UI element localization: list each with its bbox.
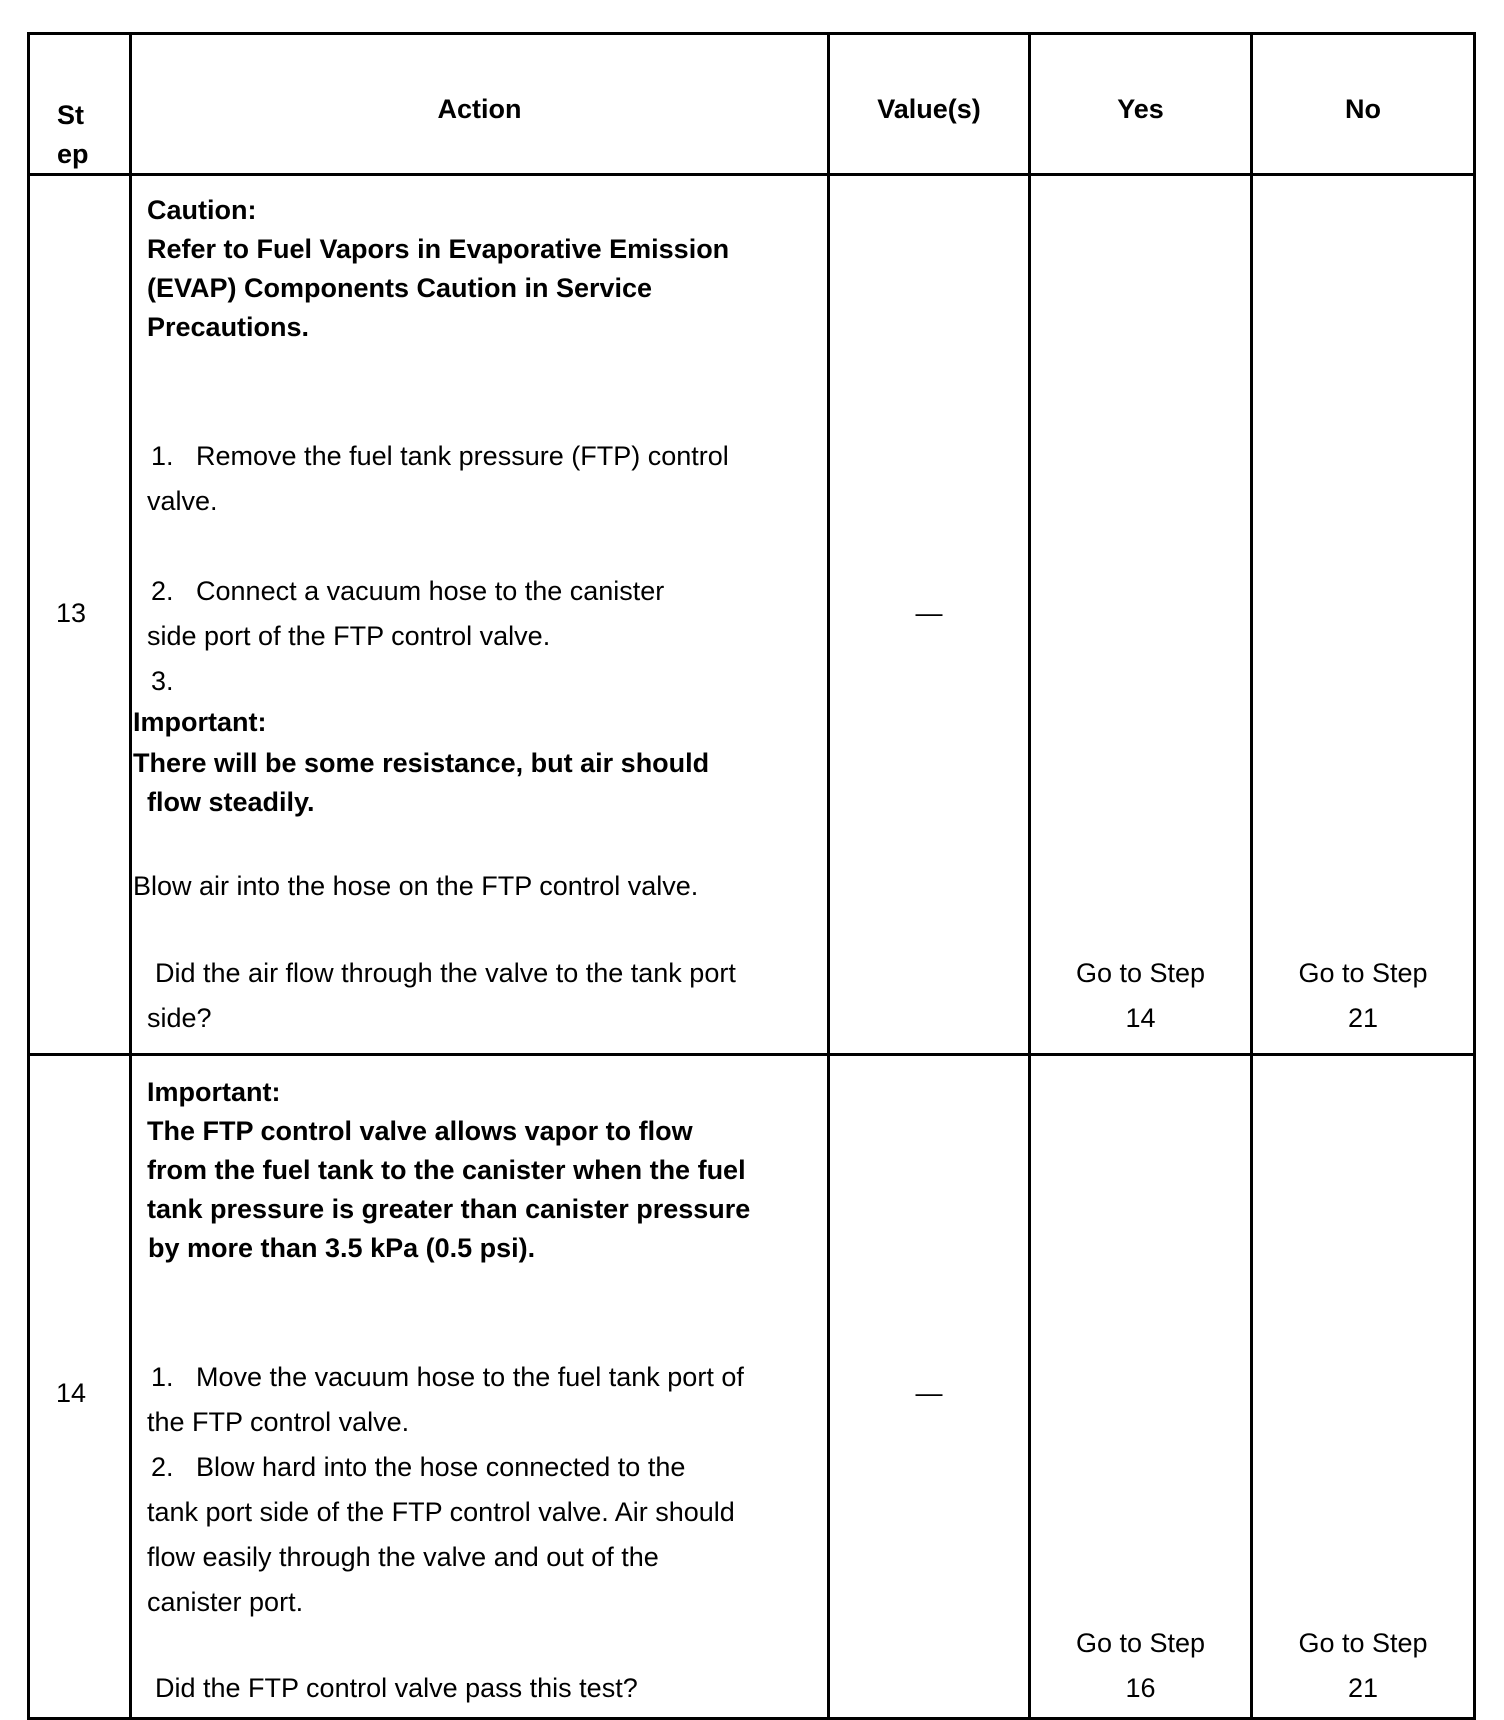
header-step-line2: ep	[57, 139, 89, 169]
col-divider-step	[129, 32, 132, 1720]
yes-step-number: 14	[1125, 1003, 1156, 1033]
important-label: Important:	[147, 1077, 281, 1107]
step-item-3: 3.	[151, 666, 174, 696]
header-step-line1: St	[57, 100, 84, 130]
value-cell: —	[915, 1378, 943, 1408]
col-divider-values	[1028, 32, 1031, 1720]
step-number: 14	[56, 1378, 87, 1408]
step-item-2: 2. Connect a vacuum hose to the canister	[151, 576, 665, 606]
yes-go-to-label: Go to Step	[1075, 958, 1206, 988]
instruction-text: Blow air into the hose on the FTP control valve.	[133, 871, 699, 901]
table-border-top	[27, 32, 1476, 35]
step-item-2-cont: side port of the FTP control valve.	[147, 621, 551, 651]
header-divider	[27, 173, 1476, 176]
step-item-2-cont: tank port side of the FTP control valve. Air should	[147, 1497, 735, 1527]
step-item-2-cont: canister port.	[147, 1587, 304, 1617]
caution-text-line: Precautions.	[147, 312, 310, 342]
step-item-2: 2. Blow hard into the hose connected to the	[151, 1452, 686, 1482]
step-number: 13	[56, 598, 87, 628]
caution-label: Caution:	[147, 195, 257, 225]
question-text: Did the FTP control valve pass this test?	[155, 1673, 638, 1703]
col-divider-yes	[1250, 32, 1253, 1720]
important-text-line: There will be some resistance, but air should	[133, 748, 710, 778]
step-item-1: 1. Remove the fuel tank pressure (FTP) control	[151, 441, 729, 471]
value-cell: —	[915, 598, 943, 628]
caution-text-line: (EVAP) Components Caution in Service	[147, 273, 653, 303]
header-action: Action	[437, 94, 522, 124]
row-divider	[27, 1053, 1476, 1056]
col-divider-action	[827, 32, 830, 1720]
no-step-number: 21	[1347, 1673, 1379, 1703]
step-item-1-cont: valve.	[147, 486, 218, 516]
no-go-to-label: Go to Step	[1298, 1628, 1428, 1658]
important-text-line: tank pressure is greater than canister pressure	[147, 1194, 751, 1224]
table-border-left	[27, 32, 30, 1720]
header-yes: Yes	[1117, 94, 1164, 124]
yes-go-to-label: Go to Step	[1075, 1628, 1206, 1658]
yes-step-number: 16	[1125, 1673, 1156, 1703]
step-item-1: 1. Move the vacuum hose to the fuel tank port of	[151, 1362, 744, 1392]
header-step	[57, 96, 89, 174]
caution-text-line: Refer to Fuel Vapors in Evaporative Emission	[147, 234, 730, 264]
header-values: Value(s)	[877, 94, 981, 124]
important-text-line: by more than 3.5 kPa (0.5 psi).	[148, 1233, 536, 1263]
step-item-2-cont: flow easily through the valve and out of the	[147, 1542, 659, 1572]
no-step-number: 21	[1347, 1003, 1379, 1033]
no-go-to-label: Go to Step	[1298, 958, 1428, 988]
important-text-line: flow steadily.	[147, 787, 315, 817]
question-text-cont: side?	[147, 1003, 212, 1033]
header-no: No	[1345, 94, 1381, 124]
important-label: Important:	[133, 707, 267, 737]
question-text: Did the air flow through the valve to the tank port	[155, 958, 736, 988]
table-border-right	[1473, 32, 1476, 1720]
step-item-1-cont: the FTP control valve.	[147, 1407, 410, 1437]
important-text-line: from the fuel tank to the canister when the fuel	[147, 1155, 746, 1185]
important-text-line: The FTP control valve allows vapor to flow	[147, 1116, 693, 1146]
